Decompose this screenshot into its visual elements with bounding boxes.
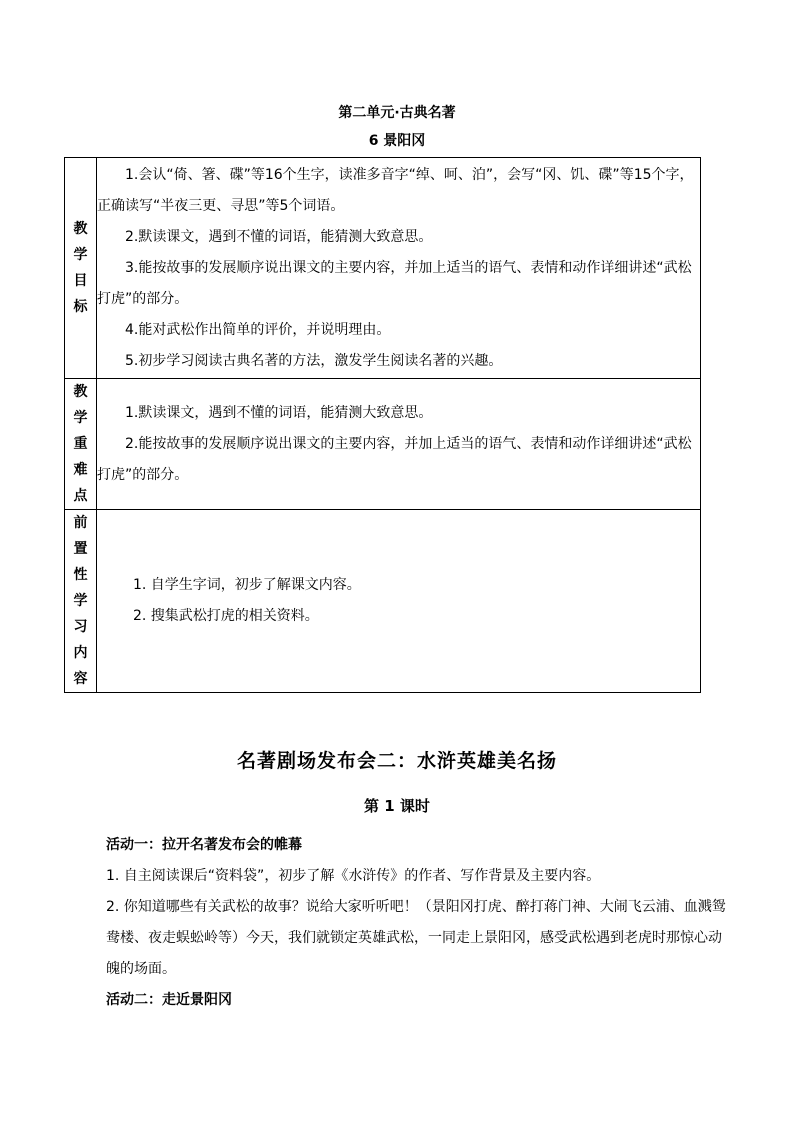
table-row-preview xyxy=(65,510,701,693)
preview-header-char: 内 xyxy=(73,645,88,661)
main-title: 名著剧场发布会二：水浒英雄美名扬 xyxy=(236,750,557,772)
goals-header-char: 学 xyxy=(73,247,88,263)
key-point-item: 2.能按故事的发展顺序说出课文的主要内容，并加上适当的语气、表情和动作详细讲述“武松打虎”的部分。 xyxy=(97,435,692,483)
preview-item: 1. 自学生字词，初步了解课文内容。 xyxy=(133,577,361,593)
unit-title: 第二单元·古典名著 xyxy=(338,105,456,121)
goal-item: 1.会认“倚、箸、碟”等16个生字，读准多音字“绰、呵、泊”，会写“冈、饥、碟”等15个字，正确读写“半夜三更、寻思”等5个词语。 xyxy=(97,166,694,214)
goal-item: 5.初步学习阅读古典名著的方法，激发学生阅读名著的兴趣。 xyxy=(125,352,503,369)
preview-header-char: 学 xyxy=(73,593,88,609)
activity-1-title: 活动一：拉开名著发布会的帷幕 xyxy=(106,837,302,853)
key-points-header-char: 难 xyxy=(73,462,88,478)
goals-header-char: 标 xyxy=(73,299,88,315)
preview-header-char: 性 xyxy=(73,567,88,583)
key-points-header-char: 学 xyxy=(73,410,88,426)
activity-1-paragraph: 1. 自主阅读课后“资料袋”，初步了解《水浒传》的作者、写作背景及主要内容。 xyxy=(106,868,601,884)
preview-content xyxy=(97,510,701,693)
goals-header xyxy=(65,158,97,379)
goals-header-char: 目 xyxy=(73,273,88,289)
goal-item: 3.能按故事的发展顺序说出课文的主要内容，并加上适当的语气、表情和动作详细讲述“武松打虎”的部分。 xyxy=(97,259,692,307)
preview-header-char: 习 xyxy=(73,619,88,635)
key-points-header-char: 重 xyxy=(73,436,88,452)
activities-section xyxy=(106,830,726,1016)
goals-content xyxy=(97,158,701,379)
preview-header-char: 置 xyxy=(73,541,88,557)
key-points-header-char: 点 xyxy=(73,488,88,504)
activity-1-paragraph: 2. 你知道哪些有关武松的故事？说给大家听听吧！（景阳冈打虎、醉打蒋门神、大闹飞云浦、血溅鸳鸯楼、夜走蜈蚣岭等）今天，我们就锁定英雄武松，一同走上景阳冈，感受武松遇到老虎时那惊心动魄的场面。 xyxy=(106,899,726,977)
lesson-plan-table xyxy=(64,157,701,693)
key-point-item: 1.默读课文，遇到不懂的词语，能猜测大致意思。 xyxy=(125,404,433,421)
table-row-key-points xyxy=(65,379,701,510)
goal-item: 4.能对武松作出简单的评价，并说明理由。 xyxy=(125,321,391,338)
goals-header-char: 教 xyxy=(73,221,88,237)
key-points-header xyxy=(65,379,97,510)
lesson-title: 6 景阳冈 xyxy=(368,133,426,149)
preview-header xyxy=(65,510,97,693)
period-title: 第 1 课时 xyxy=(364,797,430,815)
preview-header-char: 前 xyxy=(73,515,88,531)
goal-item: 2.默读课文，遇到不懂的词语，能猜测大致意思。 xyxy=(125,228,433,245)
key-points-content xyxy=(97,379,701,510)
activity-2-title: 活动二：走近景阳冈 xyxy=(106,992,232,1008)
preview-item: 2. 搜集武松打虎的相关资料。 xyxy=(133,608,319,624)
preview-header-char: 容 xyxy=(73,671,88,687)
key-points-header-char: 教 xyxy=(73,384,88,400)
table-row-goals xyxy=(65,158,701,379)
